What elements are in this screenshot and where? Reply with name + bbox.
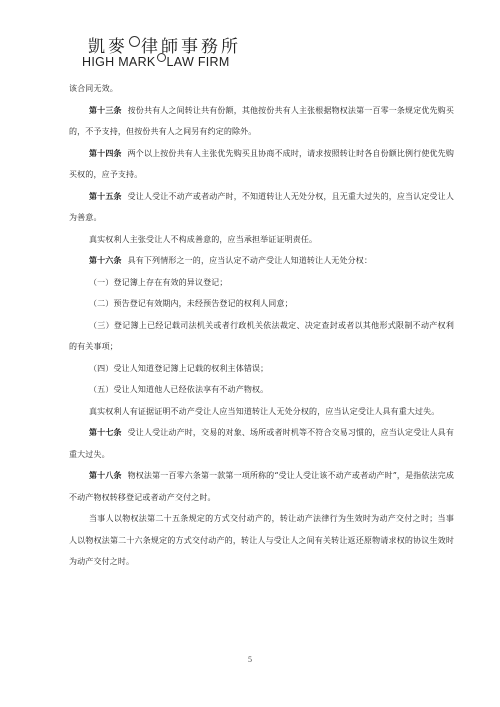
article-text: 受让人受让动产时，交易的对象、场所或者时机等不符合交易习惯的，应当认定受让人具有重大过失。 (69, 428, 454, 459)
list-item-3: （三）登记簿上已经记载司法机关或者行政机关依法裁定、决定查封或者以其他形式限制不动产权利的有关事项； (69, 320, 454, 351)
page-number: 5 (248, 655, 252, 664)
paragraph: 真实权利人主张受让人不构成善意的，应当承担举证证明责任。 (89, 234, 318, 244)
article-number: 第十五条 (89, 190, 122, 201)
logo-cn-part2: 律師事務所 (141, 37, 241, 57)
paragraph-continuation: 该合同无效。 (69, 84, 118, 93)
list-item-2: （二）预告登记有效期内，未经预告登记的权利人同意； (89, 299, 293, 308)
list-item-4: （四）受让人知道登记簿上记载的权利主体错误； (89, 363, 269, 373)
article-text: 受让人受让不动产或者动产时，不知道转让人无处分权，且无重大过失的，应当认定受让人为善意。 (69, 191, 454, 222)
paragraph: 真实权利人有证据证明不动产受让人应当知道转让人无处分权的，应当认定受让人具有重大过失。 (89, 406, 440, 416)
list-item-1: （一）登记簿上存在有效的异议登记； (89, 277, 228, 287)
article-18 (69, 465, 454, 508)
article-text: 两个以上按份共有人主张优先购买且协商不成时，请求按照转让时各自份额比例行使优先购买权的，应予支持。 (69, 148, 454, 179)
logo-small-circle-mark-icon (157, 53, 166, 62)
law-firm-logo (82, 32, 282, 72)
article-17 (69, 422, 454, 465)
article-number: 第十六条 (89, 255, 122, 265)
logo-en-part1: HIGH MARK (82, 55, 156, 69)
logo-circle-mark-icon (129, 36, 140, 47)
article-text: 按份共有人之间转让共有份额，其他按份共有人主张根据物权法第一百零一条规定优先购买的，不予支持，但按份共有人之间另有约定的除外。 (69, 105, 454, 136)
article-number: 第十八条 (89, 470, 122, 480)
logo-english-name (82, 53, 230, 69)
paragraph: 当事人以物权法第二十五条规定的方式交付动产的，转让动产法律行为生效时为动产交付之时；当事人以物权法第二十六条规定的方式交付动产的，转让人与受让人之间有关转让返还原物请求权的协议生效时为动产交付之时。 (69, 514, 454, 566)
article-text: 具有下列情形之一的，应当认定不动产受让人知道转让人无处分权： (127, 256, 373, 265)
article-13 (69, 100, 454, 143)
article-14 (69, 143, 454, 186)
article-15 (69, 186, 454, 229)
article-16 (69, 250, 454, 272)
article-number: 第十四条 (89, 147, 122, 158)
logo-cn-part1: 凱麥 (88, 37, 128, 57)
document-body (69, 78, 454, 573)
list-item-5: （五）受让人知道他人已经依法享有不动产物权。 (89, 385, 269, 394)
article-text: 物权法第一百零六条第一款第一项所称的“受让人受让该不动产或者动产时”，是指依法完成不动产物权转移登记或者动产交付之时。 (69, 471, 454, 502)
article-number: 第十七条 (89, 427, 122, 437)
article-number: 第十三条 (89, 104, 122, 115)
logo-en-part2: LAW FIRM (166, 55, 230, 69)
